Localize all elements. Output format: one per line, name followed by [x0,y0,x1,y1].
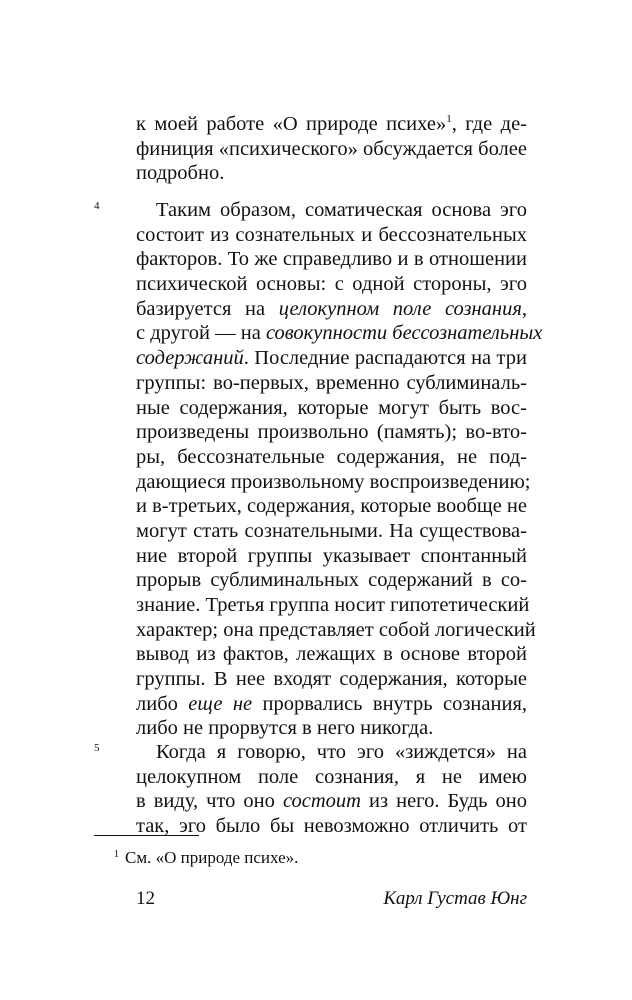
text-span: так, эго было бы невозможно отличить от [136,815,527,838]
paragraph-5 [136,740,527,839]
italic-span: состоит [282,790,361,813]
footnote [114,845,298,868]
text-span: Когда я говорю, что эго «зиждется» на [156,741,527,763]
continuation-paragraph [136,112,527,186]
text-line [136,396,527,421]
text-line [136,161,527,186]
text-span: могут стать сознательными. На существова- [136,519,527,542]
text-span: к моей работе «О природе психе» [136,113,447,135]
footnote-rule [94,835,199,836]
text-line [136,789,527,814]
text-span: подробно. [136,162,225,185]
text-span: группы: во-первых, временно сублиминаль- [136,371,527,394]
text-line [136,642,527,667]
text-line [136,494,527,519]
text-line [136,519,527,544]
text-line [136,272,527,297]
text-span: прорвались внутрь сознания, [252,692,527,715]
text-line [136,740,527,765]
text-span: психической основы: с одной стороны, эго [136,273,527,296]
text-span: ные содержания, которые могут быть вос- [136,396,527,419]
italic-span: содержаний [136,347,244,370]
text-line [136,420,527,445]
text-line [136,198,527,223]
text-span: финиция «психического» обсуждается более [136,137,527,160]
footnote-marker: 1 [114,849,119,860]
text-line [136,692,527,717]
footnote-reference: 1 [446,113,452,125]
text-line [136,346,527,371]
paragraph-number-4: 4 [94,200,100,212]
text-span: группы. В нее входят содержания, которые [136,668,527,691]
paragraph-4 [136,198,543,741]
text-span: вывод из фактов, лежащих в основе второй [136,643,527,666]
text-span: . Последние распадаются на три [243,347,527,370]
text-line [136,618,536,643]
text-span: с другой — на [136,322,266,345]
text-span: состоит из сознательных и бессознательных [136,223,527,246]
text-line [136,593,530,618]
text-span: в виду, что оно [136,790,283,813]
text-span: дающиеся произвольному воспроизведению; [136,470,531,493]
text-line [136,544,527,569]
text-span: , [521,297,528,320]
text-line [136,716,527,741]
text-line [136,297,527,322]
running-footer-author: Карл Густав Юнг [383,888,527,909]
text-line [136,321,543,346]
text-line [136,223,527,248]
text-span: целокупном поле сознания, я не имею [136,765,527,788]
text-span: прорыв сублиминальных содержаний в со- [136,569,527,592]
text-span: характер; она представляет собой логический [136,618,536,641]
text-line [136,470,531,495]
text-span: и в-третьих, содержания, которые вообще не [136,495,527,518]
text-span: базируется на [136,297,279,320]
italic-span: еще не [188,692,253,715]
text-line [136,667,527,692]
text-line [136,371,527,396]
text-line [136,568,527,593]
text-span: факторов. То же справедливо и в отношении [136,248,527,271]
text-span: из него. Будь оно [360,790,527,813]
text-span: ры, бессознательные содержания, не под- [136,445,527,468]
italic-span: совокупности бессознательных [265,322,543,345]
paragraph-number-5: 5 [94,742,100,754]
text-line [136,247,527,272]
text-span: знание. Третья группа носит гипотетический [136,594,530,616]
text-line [136,445,527,470]
text-span: либо [136,692,189,715]
text-line [136,137,527,162]
text-span: Таким образом, соматическая основа эго [156,199,527,221]
text-span: ние второй группы указывает спонтанный [136,544,527,567]
text-span: либо не прорвутся в него никогда. [136,717,434,740]
text-span: произведены произвольно (память); во-вто- [136,421,527,444]
italic-span: целокупном поле сознания [278,297,522,320]
footnote-text: См. «О природе психе». [125,848,299,867]
text-line [136,112,527,137]
text-span: , где де- [451,113,527,135]
text-line [136,765,527,790]
page-number: 12 [136,888,155,909]
